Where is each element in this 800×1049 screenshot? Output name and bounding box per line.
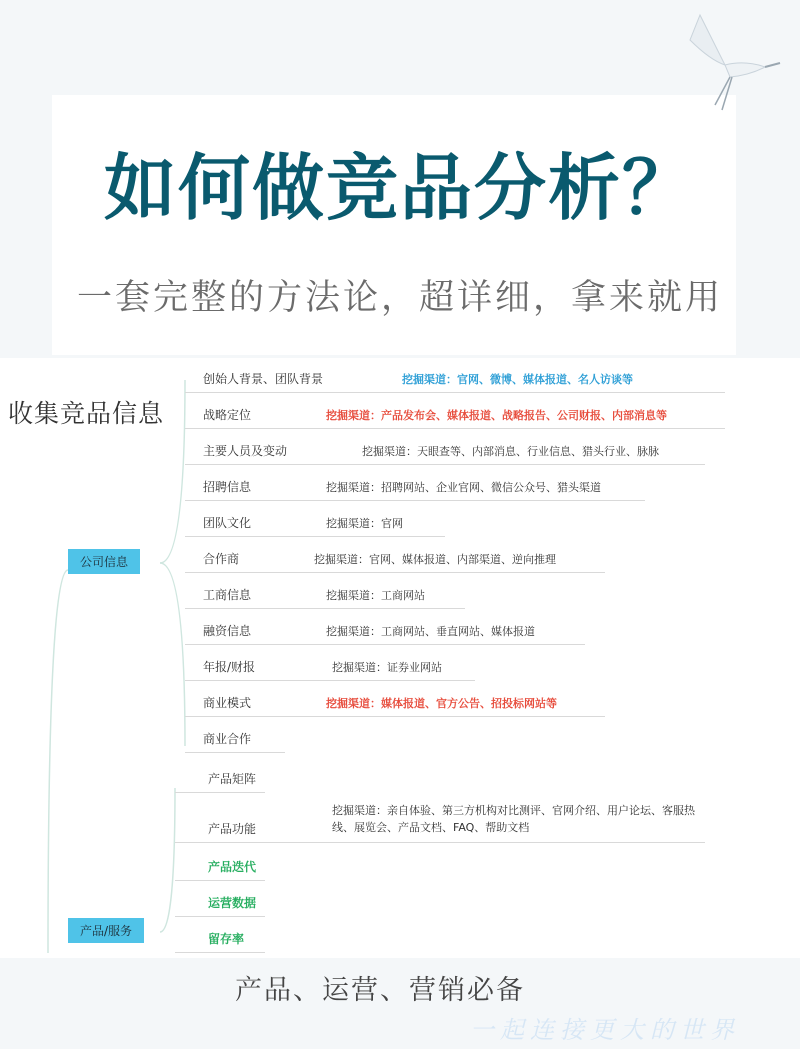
branch-line [175,842,705,843]
company-item[interactable]: 商业模式 [203,696,252,710]
channel-desc: 挖掘渠道：天眼查等、内部消息、行业信息、猎头行业、脉脉 [362,445,659,458]
product-item[interactable]: 产品功能 [208,822,257,836]
branch-line [185,572,605,573]
branch-line [185,716,605,717]
company-item[interactable]: 招聘信息 [203,480,252,494]
mind-map [0,358,800,958]
page-subtitle: 一套完整的方法论，超详细，拿来就用 [76,278,723,318]
branch-line [185,428,725,429]
product-item[interactable]: 留存率 [208,932,245,946]
branch-line [175,916,265,917]
channel-desc: 挖掘渠道：官网 [326,517,403,530]
branch-line [175,792,265,793]
channel-desc: 挖掘渠道：产品发布会、媒体报道、战略报告、公司财报、内部消息等 [326,409,667,422]
branch-line [175,952,265,953]
crane-icon [670,5,790,125]
product-item[interactable]: 产品矩阵 [208,772,257,786]
product-item[interactable]: 产品迭代 [208,860,257,874]
node-company-info[interactable]: 公司信息 [68,549,140,574]
page-title: 如何做竞品分析？ [103,146,696,230]
channel-desc: 挖掘渠道：官网、微博、媒体报道、名人访谈等 [402,373,633,386]
company-item[interactable]: 年报/财报 [203,660,256,674]
branch-line [175,880,265,881]
channel-desc: 挖掘渠道：官网、媒体报道、内部渠道、逆向推理 [314,553,556,566]
channel-desc: 挖掘渠道：媒体报道、官方公告、招投标网站等 [326,697,557,710]
product-item[interactable]: 运营数据 [208,896,257,910]
company-item[interactable]: 战略定位 [203,408,252,422]
company-item[interactable]: 工商信息 [203,588,252,602]
branch-line [185,464,705,465]
section-title: 收集竞品信息 [8,399,165,428]
channel-desc: 挖掘渠道：证券业网站 [332,661,442,674]
branch-line [185,752,285,753]
company-item[interactable]: 融资信息 [203,624,252,638]
channel-desc: 挖掘渠道：工商网站 [326,589,425,602]
company-item[interactable]: 团队文化 [203,516,252,530]
channel-desc: 挖掘渠道：招聘网站、企业官网、微信公众号、猎头渠道 [326,481,601,494]
company-item[interactable]: 主要人员及变动 [203,444,288,458]
footer-caption: 产品、运营、营销必备 [235,975,525,1006]
branch-line [185,500,645,501]
company-item[interactable]: 合作商 [203,552,240,566]
node-product-service[interactable]: 产品/服务 [68,918,144,943]
channel-desc: 挖掘渠道：亲自体验、第三方机构对比测评、官网介绍、用户论坛、客服热线、展览会、产品文档、FAQ、帮助文档 [332,804,695,834]
branch-line [185,536,445,537]
slogan-watermark: 一起连接更大的世界 [470,1016,740,1044]
branch-line [185,392,725,393]
branch-line [185,680,475,681]
branch-line [185,608,465,609]
channel-desc: 挖掘渠道：工商网站、垂直网站、媒体报道 [326,625,535,638]
company-item[interactable]: 创始人背景、团队背景 [203,372,324,386]
company-item[interactable]: 商业合作 [203,732,252,746]
branch-line [185,644,585,645]
